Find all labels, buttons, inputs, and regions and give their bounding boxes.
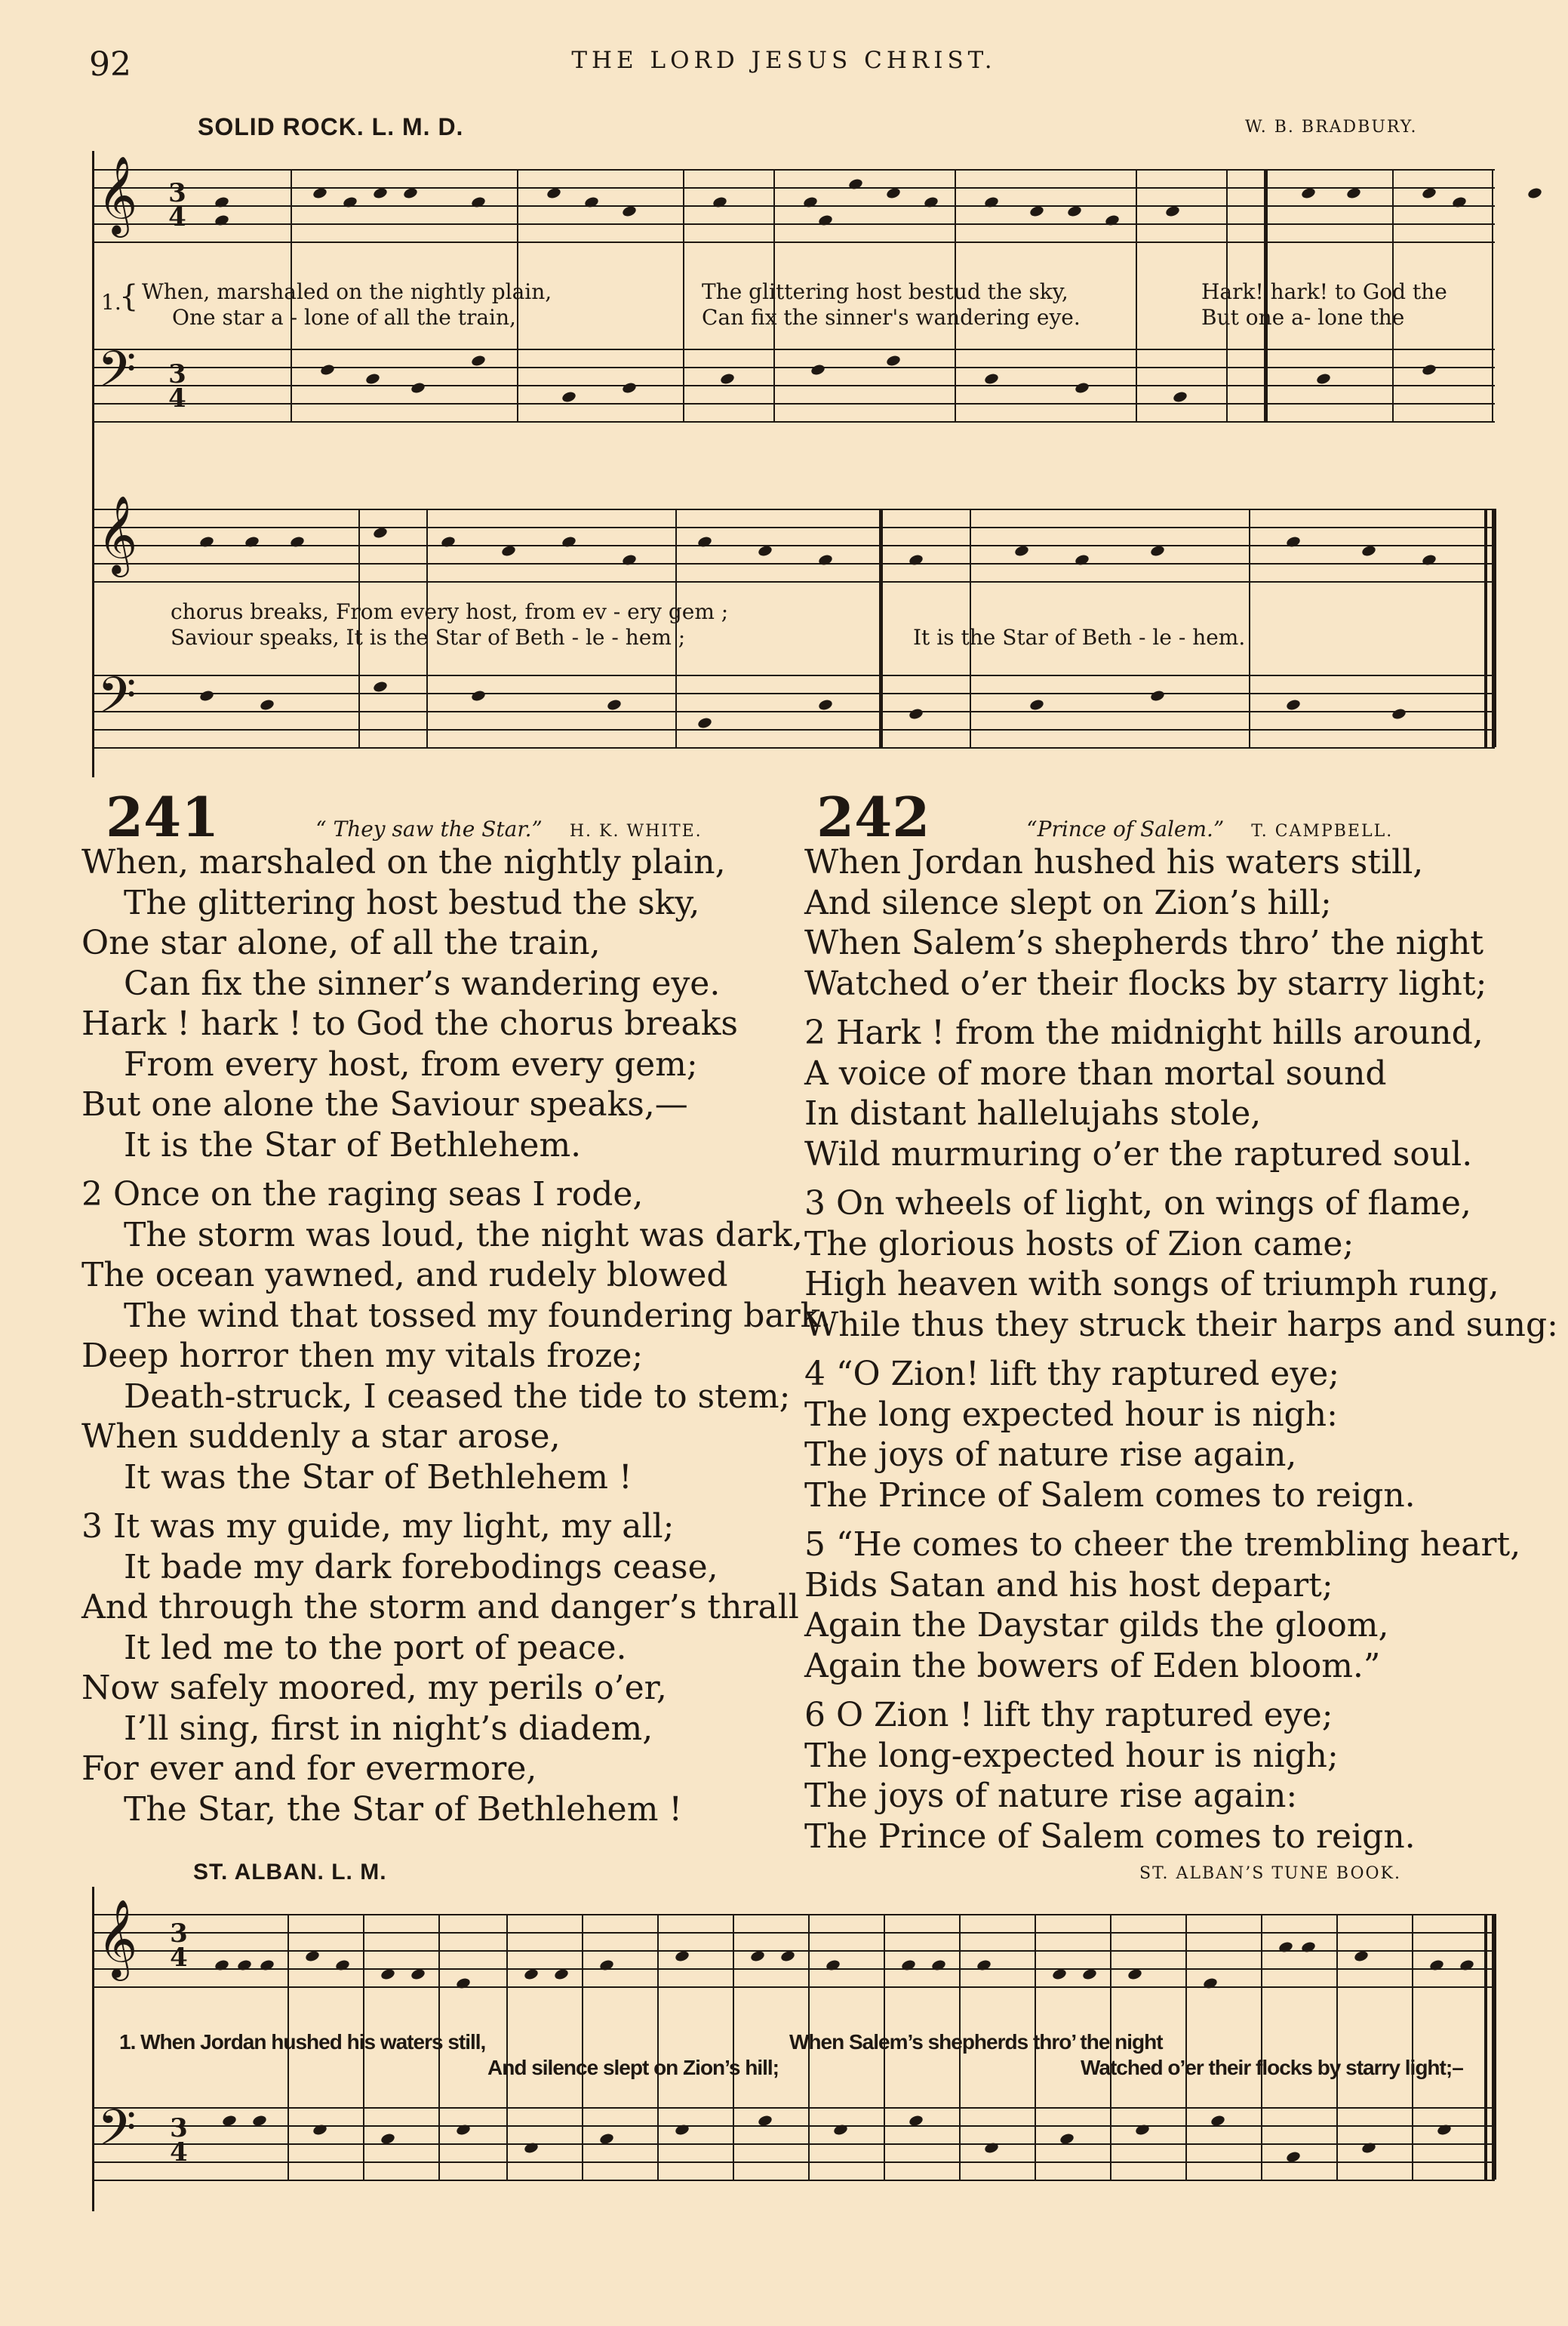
hymn-number: 242 — [816, 785, 930, 849]
running-head: THE LORD JESUS CHRIST. — [571, 47, 997, 74]
hymn-reference: “Prince of Salem.” — [1026, 817, 1225, 841]
lyric-line: Hark! hark! to God the — [1201, 279, 1447, 304]
lyric-line: One star a - lone of all the train, — [172, 305, 516, 330]
lyric-line: And silence slept on Zion’s hill; — [487, 2056, 779, 2079]
stanza-4: 4 “O Zion! lift thy raptured eye; The long expected hour is nigh: The joys of nature rise again, The Prince of Salem comes to reign. — [804, 1355, 1416, 1515]
stanza-6: 6 O Zion ! lift thy raptured eye; The long-expected hour is nigh; The joys of nature rise again: The Prince of Salem comes to reign. — [804, 1696, 1416, 1856]
hymn-number: 241 — [106, 785, 220, 849]
tune-composer: W. B. BRADBURY. — [1245, 118, 1418, 137]
lyric-line: Watched o’er their flocks by starry light;– — [1081, 2056, 1463, 2079]
lyric-line: 1. When Jordan hushed his waters still, — [119, 2030, 486, 2054]
music-system-1 — [92, 151, 1495, 513]
lyric-line: But one a- lone the — [1201, 305, 1405, 330]
stanza-1: When, marshaled on the nightly plain, The glittering host bestud the sky, One star alone, of all the train, Can fix the sinner’s wandering eye. Hark ! hark ! to God the chorus breaks From every host, from every gem; But one alone the Saviour speaks,— It is the Star of Bethlehem. — [81, 843, 738, 1165]
time-signature-bass: 3 4 — [170, 2113, 188, 2168]
stanza-5: 5 “He comes to cheer the trembling heart, Bids Satan and his host depart; Again the Daystar gilds the gloom, Again the bowers of Eden bloom.” — [804, 1525, 1521, 1685]
time-signature-bass: 3 4 — [168, 359, 186, 414]
treble-clef-icon: 𝄞 — [97, 1899, 138, 1978]
stanza-2: 2 Once on the raging seas I rode, The storm was loud, the night was dark, The ocean yawned, and rudely blowed The wind that tossed my foundering bark. Deep horror then my vitals froze; Death-struck, I ceased the tide to stem; When suddenly a star arose, It was the Star of Bethlehem ! — [81, 1175, 832, 1497]
bass-staff — [94, 349, 1495, 421]
lyric-line: chorus breaks, From every host, from ev - ery gem ; — [171, 599, 729, 624]
hymn-242-text — [804, 842, 1558, 1857]
bass-staff — [94, 675, 1495, 747]
verse-number: 1. — [101, 290, 121, 315]
bass-clef-icon: 𝄢 — [97, 340, 137, 411]
treble-clef-icon: 𝄞 — [97, 495, 138, 574]
treble-staff — [94, 169, 1495, 242]
bass-clef-icon: 𝄢 — [97, 666, 137, 737]
time-signature: 3 4 — [168, 178, 186, 232]
hymn-author: T. CAMPBELL. — [1251, 822, 1394, 841]
hymn-241-text — [81, 842, 832, 1829]
verse-brace: { — [119, 279, 139, 314]
hymn-author: H. K. WHITE. — [569, 822, 703, 841]
tune-title-solid-rock: SOLID ROCK. L. M. D. — [198, 113, 464, 140]
hymn-reference: “ They saw the Star.” — [315, 817, 543, 841]
treble-staff — [94, 509, 1495, 581]
hymn-241 — [106, 785, 785, 849]
lyric-line: Saviour speaks, It is the Star of Beth - le - hem ; — [171, 625, 686, 650]
lyric-line: When, marshaled on the nightly plain, — [142, 279, 552, 304]
hymn-242 — [816, 785, 1511, 849]
stanza-2: 2 Hark ! from the midnight hills around, A voice of more than mortal sound In distant hallelujahs stole, Wild murmuring o’er the raptured soul. — [804, 1014, 1483, 1174]
lyric-line: It is the Star of Beth - le - hem. — [913, 625, 1246, 650]
bass-clef-icon: 𝄢 — [97, 2099, 137, 2169]
tune-source: ST. ALBAN’S TUNE BOOK. — [1139, 1864, 1401, 1883]
stanza-3: 3 It was my guide, my light, my all; It bade my dark forebodings cease, And through the storm and danger’s thrall It led me to the port of peace. Now safely moored, my perils o’er, I’ll sing, first in night’s diadem, For ever and for evermore, The Star, the Star of Bethlehem ! — [81, 1507, 799, 1829]
lyric-line: When Salem’s shepherds thro’ the night — [789, 2030, 1163, 2054]
stanza-1: When Jordan hushed his waters still, And silence slept on Zion’s hill; When Salem’s shepherds thro’ the night Watched o’er their flocks by starry light; — [804, 843, 1487, 1003]
lyric-line: Can fix the sinner's wandering eye. — [702, 305, 1081, 330]
bass-staff — [94, 2107, 1495, 2180]
tune-title-st-alban: ST. ALBAN. L. M. — [193, 1860, 387, 1884]
page-number: 92 — [89, 45, 131, 84]
time-signature: 3 4 — [170, 1918, 188, 1973]
lyric-line: The glittering host bestud the sky, — [702, 279, 1068, 304]
stanza-3: 3 On wheels of light, on wings of flame, The glorious hosts of Zion came; High heaven with songs of triumph rung, While thus they struck their harps and sung: — [804, 1184, 1558, 1344]
treble-clef-icon: 𝄞 — [97, 155, 138, 235]
